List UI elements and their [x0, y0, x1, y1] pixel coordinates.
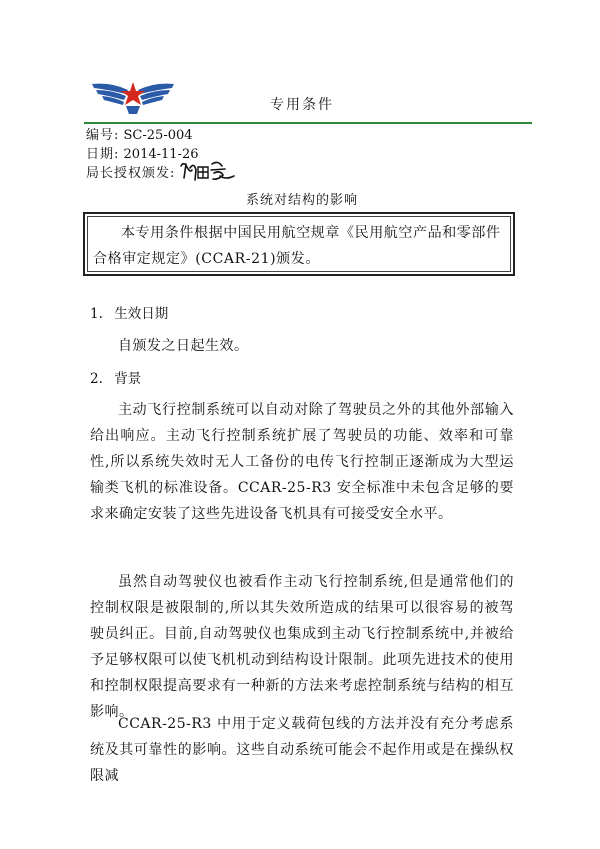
document-number-label: 编号: — [86, 128, 120, 143]
paragraph-background-2: 虽然自动驾驶仪也被看作主动飞行控制系统,但是通常他们的控制权限是被限制的,所以其失效所造成的结果可以很容易的被驾驶员纠正。目前,自动驾驶仪也集成到主动飞行控制系统中,并被给予足够权限可以使飞机机动到结构设计限制。此项先进技术的使用和控制权限提高要求有一种新的方法来考虑控制系统与结构的相互影响。 — [90, 574, 514, 720]
document-number — [86, 128, 193, 144]
document-date-label: 日期: — [86, 147, 120, 162]
paragraph-effective-date: 自颁发之日起生效。 — [118, 338, 249, 354]
section-number: 1. — [90, 306, 103, 322]
issued-by-label: 局长授权颁发: — [86, 166, 176, 181]
section-title: 生效日期 — [114, 306, 169, 322]
issued-by — [86, 166, 175, 182]
signature-icon — [178, 158, 240, 184]
section-title: 背景 — [114, 371, 142, 387]
paragraph-background-3: CCAR-25-R3 中用于定义载荷包线的方法并没有充分考虑系统及其可靠性的影响。这些自动系统可能会不起作用或是在操纵权限减 — [90, 716, 514, 784]
caac-logo-icon — [90, 74, 176, 116]
document-number-value: SC-25-004 — [123, 128, 193, 143]
header-divider — [84, 122, 532, 124]
section-heading-effective-date — [90, 305, 168, 323]
statement-text: 本专用条件根据中国民用航空规章《民用航空产品和零部件合格审定规定》(CCAR-21)颁发。 — [93, 225, 501, 267]
section-number: 2. — [90, 371, 103, 387]
document-date-value: 2014-11-26 — [123, 147, 199, 162]
header-title: 专用条件 — [270, 97, 334, 113]
section-heading-background — [90, 370, 141, 388]
subject-title: 系统对结构的影响 — [246, 193, 359, 208]
statement-box — [83, 212, 515, 276]
paragraph-background-1: 主动飞行控制系统可以自动对除了驾驶员之外的其他外部输入给出响应。主动飞行控制系统扩展了驾驶员的功能、效率和可靠性,所以系统失效时无人工备份的电传飞行控制正逐渐成为大型运输类飞机的标准设备。CCAR-25-R3 安全标准中未包含足够的要求来确定安装了这些先进设备飞机具有可接受安全水平。 — [90, 402, 514, 522]
